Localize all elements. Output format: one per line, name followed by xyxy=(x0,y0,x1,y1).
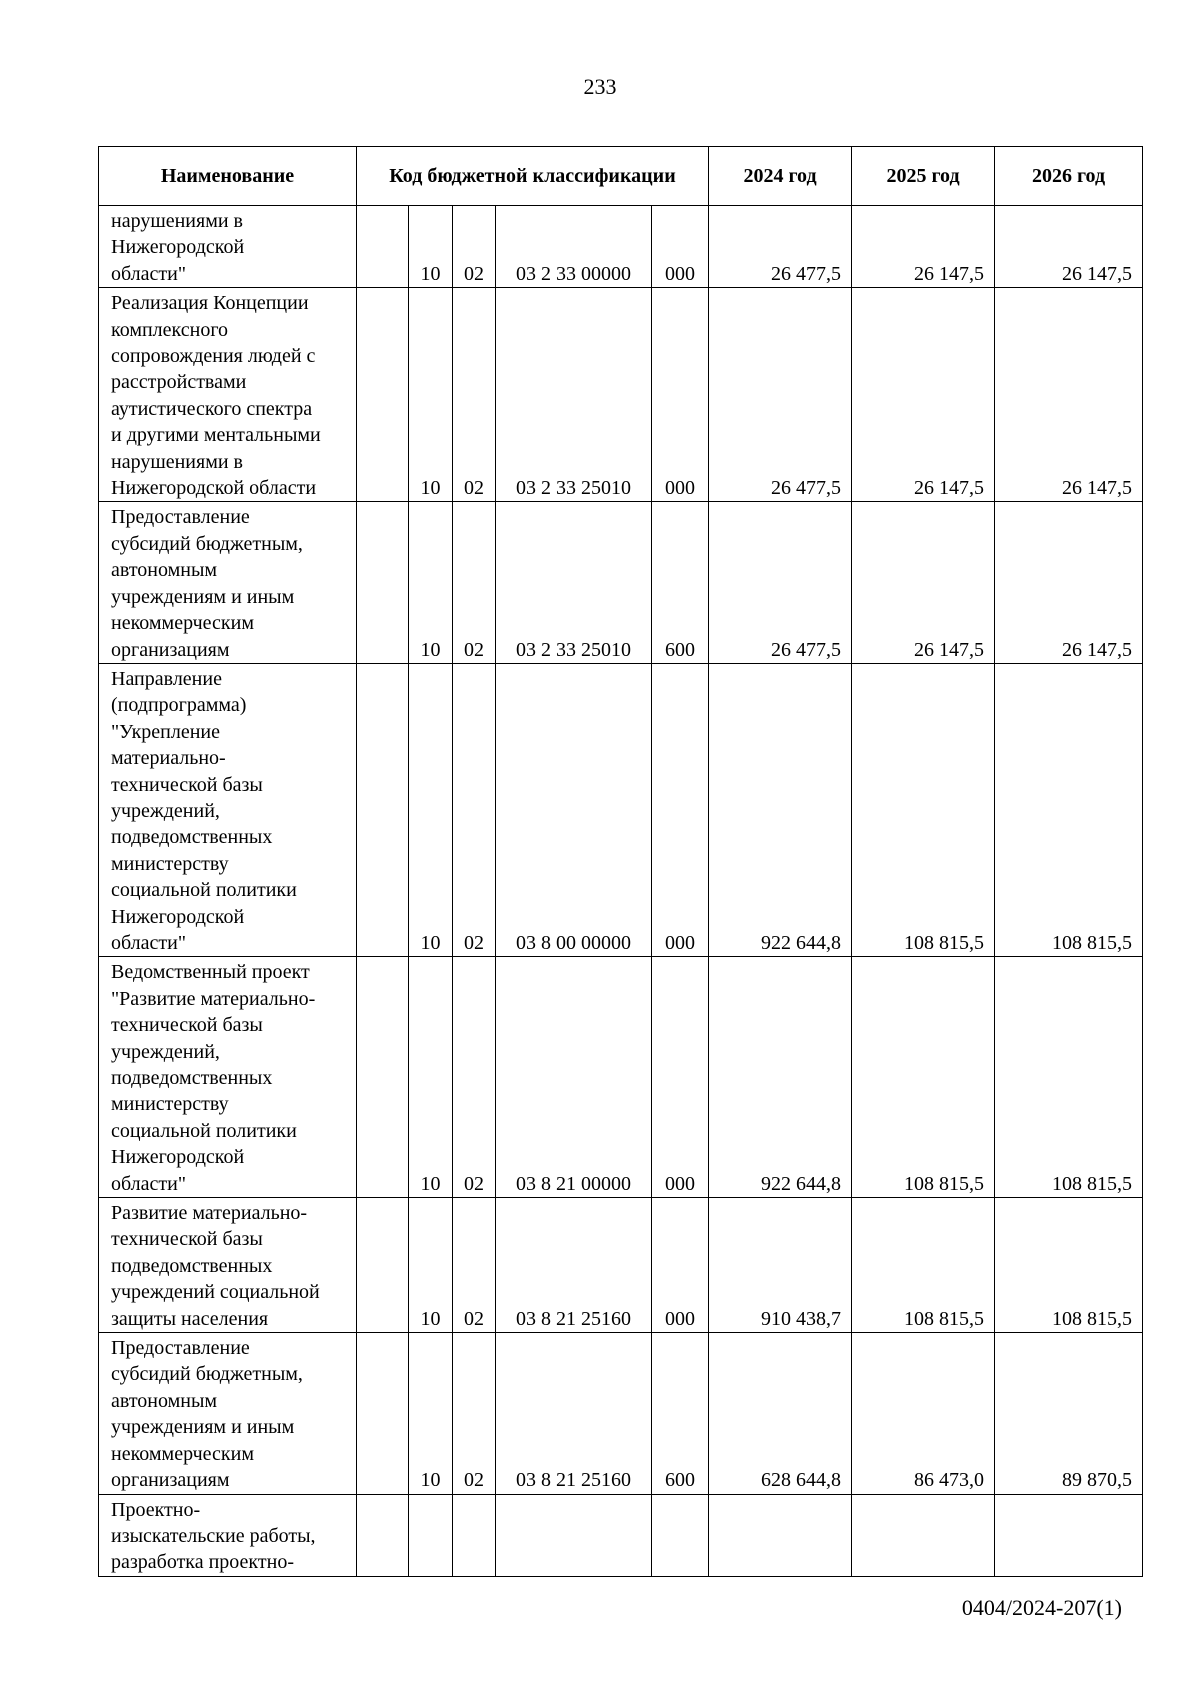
code-expense-type: 000 xyxy=(652,1198,709,1333)
code-section: 10 xyxy=(409,1198,453,1333)
code-subsection: 02 xyxy=(453,1198,496,1333)
row-name xyxy=(99,1494,357,1576)
code-blank xyxy=(357,206,409,288)
value-2024: 922 644,8 xyxy=(709,663,852,956)
value-2025 xyxy=(852,1494,995,1576)
row-name-line: Реализация Концепции xyxy=(111,292,309,315)
row-name-line: расстройствами xyxy=(111,371,247,394)
code-target-article: 03 8 21 25160 xyxy=(496,1198,652,1333)
row-name-line: организациям xyxy=(111,638,230,661)
row-name-line: некоммерческим xyxy=(111,612,254,635)
value-2025: 86 473,0 xyxy=(852,1333,995,1494)
table-row xyxy=(99,206,1143,288)
value-2026: 26 147,5 xyxy=(995,502,1143,663)
row-name-line: нарушениями в xyxy=(111,450,244,473)
value-2024: 26 477,5 xyxy=(709,502,852,663)
row-name-line: комплексного xyxy=(111,318,229,341)
value-2026: 108 815,5 xyxy=(995,957,1143,1198)
row-name xyxy=(99,957,357,1198)
row-name-line: технической базы xyxy=(111,1014,263,1037)
row-name-line: Предоставление xyxy=(111,506,250,529)
value-2025: 26 147,5 xyxy=(852,288,995,502)
row-name-line: Нижегородской xyxy=(111,905,245,928)
code-subsection: 02 xyxy=(453,663,496,956)
header-code: Код бюджетной классификации xyxy=(357,147,709,206)
row-name-line: нарушениями в xyxy=(111,210,244,232)
value-2024: 628 644,8 xyxy=(709,1333,852,1494)
row-name-line: и другими ментальными xyxy=(111,424,321,447)
row-name xyxy=(99,663,357,956)
row-name-line: субсидий бюджетным, xyxy=(111,1363,303,1386)
code-blank xyxy=(357,502,409,663)
row-name-line: учреждений, xyxy=(111,799,220,822)
row-name-line: социальной политики xyxy=(111,879,297,902)
table-row xyxy=(99,1333,1143,1494)
code-expense-type: 000 xyxy=(652,663,709,956)
table-header-row xyxy=(99,147,1143,206)
row-name-line: материально- xyxy=(111,747,226,770)
row-name xyxy=(99,206,357,288)
row-name-line: организациям xyxy=(111,1469,230,1492)
table-body xyxy=(99,206,1143,1577)
table-row xyxy=(99,1198,1143,1333)
code-expense-type: 600 xyxy=(652,1333,709,1494)
code-subsection: 02 xyxy=(453,206,496,288)
row-name-line: министерству xyxy=(111,1093,229,1116)
code-target-article: 03 2 33 25010 xyxy=(496,502,652,663)
value-2026: 108 815,5 xyxy=(995,1198,1143,1333)
row-name-line: Нижегородской xyxy=(111,236,245,259)
code-blank xyxy=(357,1494,409,1576)
value-2026: 89 870,5 xyxy=(995,1333,1143,1494)
code-section: 10 xyxy=(409,1333,453,1494)
code-subsection: 02 xyxy=(453,288,496,502)
code-section xyxy=(409,1494,453,1576)
row-name-line: разработка проектно- xyxy=(111,1551,294,1574)
row-name-line: учреждениям и иным xyxy=(111,585,295,608)
row-name-line: Ведомственный проект xyxy=(111,961,310,984)
row-name-line: социальной политики xyxy=(111,1119,297,1142)
code-section: 10 xyxy=(409,502,453,663)
row-name xyxy=(99,1333,357,1494)
value-2026 xyxy=(995,1494,1143,1576)
header-2025: 2025 год xyxy=(852,147,995,206)
row-name-line: автономным xyxy=(111,559,218,582)
value-2026: 108 815,5 xyxy=(995,663,1143,956)
row-name-line: области" xyxy=(111,1172,187,1195)
code-blank xyxy=(357,288,409,502)
value-2025: 108 815,5 xyxy=(852,957,995,1198)
value-2025: 108 815,5 xyxy=(852,1198,995,1333)
row-name-line: подведомственных xyxy=(111,1067,273,1089)
row-name xyxy=(99,1198,357,1333)
row-name-line: защиты населения xyxy=(111,1307,269,1330)
row-name-line: министерству xyxy=(111,852,229,875)
code-blank xyxy=(357,1333,409,1494)
row-name-line: Нижегородской xyxy=(111,1146,245,1169)
code-target-article xyxy=(496,1494,652,1576)
value-2024 xyxy=(709,1494,852,1576)
row-name-line: Развитие материально- xyxy=(111,1202,308,1225)
header-name: Наименование xyxy=(99,147,357,206)
header-2026: 2026 год xyxy=(995,147,1143,206)
table-row xyxy=(99,1494,1143,1576)
value-2025: 26 147,5 xyxy=(852,502,995,663)
budget-table xyxy=(98,146,1143,1577)
code-expense-type: 000 xyxy=(652,206,709,288)
code-target-article: 03 8 00 00000 xyxy=(496,663,652,956)
row-name-line: "Укрепление xyxy=(111,720,221,743)
row-name-line: Предоставление xyxy=(111,1337,250,1360)
row-name-line: области" xyxy=(111,262,187,285)
table-row xyxy=(99,957,1143,1198)
code-target-article: 03 2 33 25010 xyxy=(496,288,652,502)
row-name-line: (подпрограмма) xyxy=(111,694,247,717)
row-name-line: области" xyxy=(111,931,187,954)
value-2026: 26 147,5 xyxy=(995,288,1143,502)
page-number: 233 xyxy=(583,74,617,99)
table-row xyxy=(99,663,1143,956)
code-subsection xyxy=(453,1494,496,1576)
value-2025: 26 147,5 xyxy=(852,206,995,288)
row-name-line: Проектно- xyxy=(111,1498,201,1521)
value-2024: 910 438,7 xyxy=(709,1198,852,1333)
row-name-line: Нижегородской области xyxy=(111,477,317,500)
row-name-line: учреждений, xyxy=(111,1040,220,1063)
row-name-line: учреждений социальной xyxy=(111,1281,320,1304)
row-name-line: технической базы xyxy=(111,1228,263,1251)
code-section: 10 xyxy=(409,288,453,502)
row-name xyxy=(99,502,357,663)
row-name-line: подведомственных xyxy=(111,826,273,849)
code-section: 10 xyxy=(409,206,453,288)
code-expense-type: 000 xyxy=(652,288,709,502)
header-2024: 2024 год xyxy=(709,147,852,206)
value-2024: 26 477,5 xyxy=(709,206,852,288)
code-target-article: 03 2 33 00000 xyxy=(496,206,652,288)
table-row xyxy=(99,502,1143,663)
value-2024: 26 477,5 xyxy=(709,288,852,502)
code-blank xyxy=(357,663,409,956)
row-name-line: "Развитие материально- xyxy=(111,987,316,1010)
value-2025: 108 815,5 xyxy=(852,663,995,956)
code-section: 10 xyxy=(409,663,453,956)
code-blank xyxy=(357,957,409,1198)
row-name-line: технической базы xyxy=(111,773,263,796)
row-name-line: учреждениям и иным xyxy=(111,1416,295,1439)
code-subsection: 02 xyxy=(453,502,496,663)
row-name-line: сопровождения людей с xyxy=(111,345,316,368)
row-name xyxy=(99,288,357,502)
code-expense-type: 600 xyxy=(652,502,709,663)
code-target-article: 03 8 21 00000 xyxy=(496,957,652,1198)
row-name-line: аутистического спектра xyxy=(111,397,313,420)
code-subsection: 02 xyxy=(453,1333,496,1494)
value-2024: 922 644,8 xyxy=(709,957,852,1198)
row-name-line: субсидий бюджетным, xyxy=(111,532,303,555)
code-expense-type: 000 xyxy=(652,957,709,1198)
row-name-line: некоммерческим xyxy=(111,1442,254,1465)
row-name-line: изыскательские работы, xyxy=(111,1524,316,1547)
row-name-line: автономным xyxy=(111,1389,218,1412)
code-subsection: 02 xyxy=(453,957,496,1198)
document-code: 0404/2024-207(1) xyxy=(961,1595,1122,1620)
code-section: 10 xyxy=(409,957,453,1198)
code-target-article: 03 8 21 25160 xyxy=(496,1333,652,1494)
code-blank xyxy=(357,1198,409,1333)
row-name-line: подведомственных xyxy=(111,1254,273,1277)
row-name-line: Направление xyxy=(111,667,222,690)
code-expense-type xyxy=(652,1494,709,1576)
value-2026: 26 147,5 xyxy=(995,206,1143,288)
table-row xyxy=(99,288,1143,502)
